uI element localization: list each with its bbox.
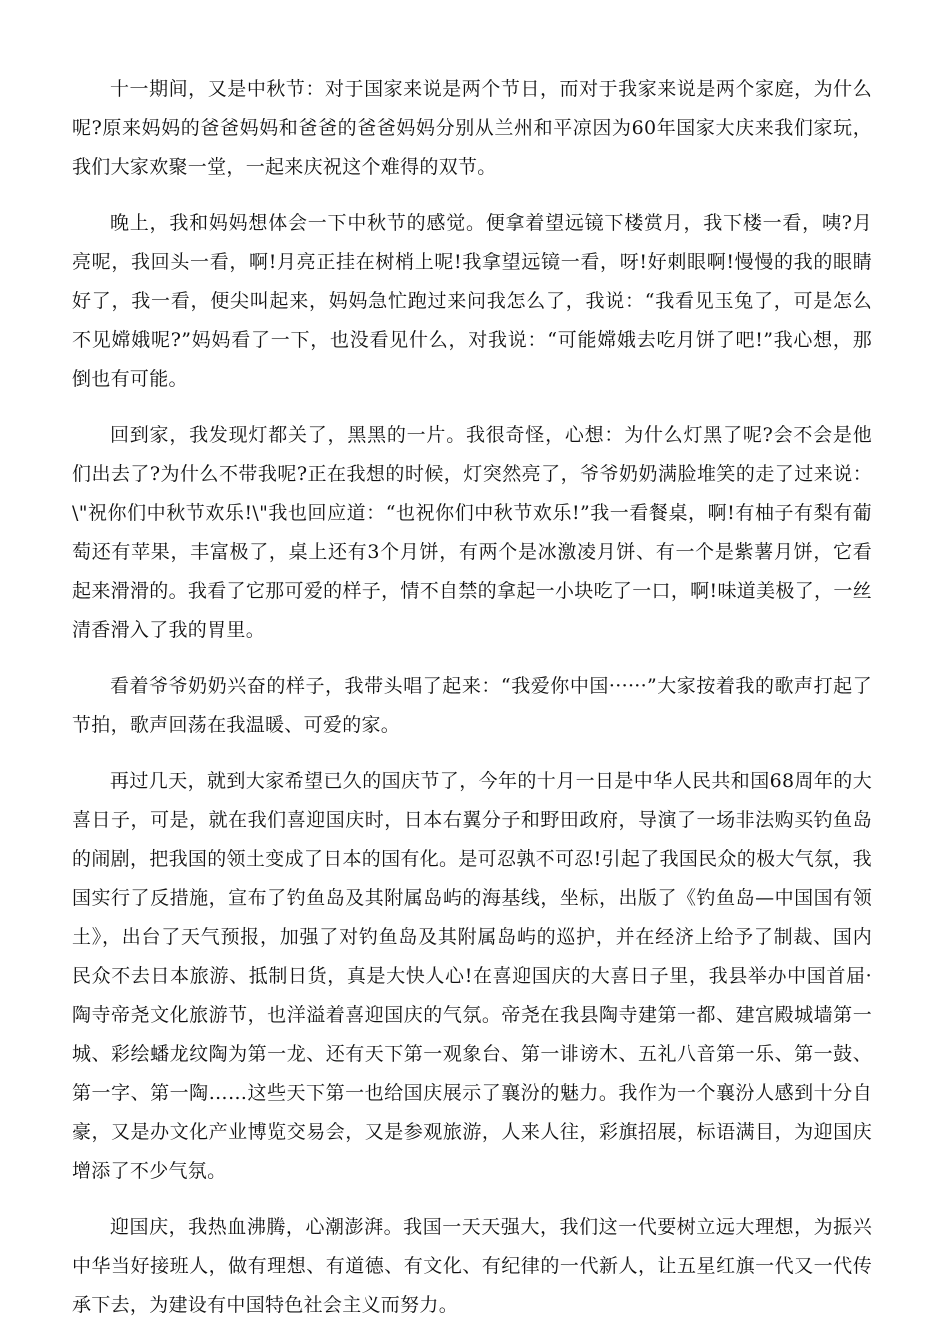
paragraph-singing: 看着爷爷奶奶兴奋的样子，我带头唱了起来：“我爱你中国······”大家按着我的歌声打起了节拍，歌声回荡在我温暖、可爱的家。 — [72, 675, 872, 736]
paragraph-mid-autumn-family: 十一期间，又是中秋节：对于国家来说是两个节日，而对于我家来说是两个家庭，为什么呢?原来妈妈的爸爸妈妈和爸爸的爸爸妈妈分别从兰州和平凉因为60年国家大庆来我们家玩，我们大家欢聚一堂，一起来庆祝这个难得的双节。 — [72, 78, 872, 178]
paragraph-moon-viewing: 晚上，我和妈妈想体会一下中秋节的感觉。便拿着望远镜下楼赏月，我下楼一看，咦?月亮呢，我回头一看，啊!月亮正挂在树梢上呢!我拿望远镜一看，呀!好刺眼啊!慢慢的我的眼睛好了，我一看，便尖叫起来，妈妈急忙跑过来问我怎么了，我说：“我看见玉兔了，可是怎么不见嫦娥呢?”妈妈看了一下，也没看见什么，对我说：“可能嫦娥去吃月饼了吧!”我心想，那倒也有可能。 — [72, 212, 872, 390]
paragraph-conclusion: 迎国庆，我热血沸腾，心潮澎湃。我国一天天强大，我们这一代要树立远大理想，为振兴中华当好接班人，做有理想、有道德、有文化、有纪律的一代新人，让五星红旗一代又一代传承下去，为建设有中国特色社会主义而努力。 — [72, 1216, 872, 1316]
essay-body — [72, 70, 872, 1342]
paragraph-home-celebration: 回到家，我发现灯都关了，黑黑的一片。我很奇怪，心想：为什么灯黑了呢?会不会是他们出去了?为什么不带我呢?正在我想的时候，灯突然亮了，爷爷奶奶满脸堆笑的走了过来说：\"祝你们中秋节欢乐!\"我也回应道：“也祝你们中秋节欢乐!”我一看餐桌，啊!有柚子有梨有葡萄还有苹果，丰富极了，桌上还有3个月饼，有两个是冰激凌月饼、有一个是紫薯月饼，它看起来滑滑的。我看了它那可爱的样子，情不自禁的拿起一小块吃了一口，啊!味道美极了，一丝清香滑入了我的胃里。 — [72, 424, 872, 641]
paragraph-national-day: 再过几天，就到大家希望已久的国庆节了，今年的十月一日是中华人民共和国68周年的大喜日子，可是，就在我们喜迎国庆时，日本右翼分子和野田政府，导演了一场非法购买钓鱼岛的闹剧，把我国的领土变成了日本的国有化。是可忍孰不可忍!引起了我国民众的极大气氛，我国实行了反措施，宣布了钓鱼岛及其附属岛屿的海基线，坐标，出版了《钓鱼岛—中国国有领土》，出台了天气预报，加强了对钓鱼岛及其附属岛屿的巡护，并在经济上给予了制裁、国内民众不去日本旅游、抵制日货，真是大快人心!在喜迎国庆的大喜日子里，我县举办中国首届·陶寺帝尧文化旅游节，也洋溢着喜迎国庆的气氛。帝尧在我县陶寺建第一都、建宫殿城墙第一城、彩绘蟠龙纹陶为第一龙、还有天下第一观象台、第一诽谤木、五礼八音第一乐、第一鼓、第一字、第一陶……这些天下第一也给国庆展示了襄汾的魅力。我作为一个襄汾人感到十分自豪，又是办文化产业博览交易会，又是参观旅游，人来人往，彩旗招展，标语满目，为迎国庆增添了不少气氛。 — [72, 770, 872, 1182]
